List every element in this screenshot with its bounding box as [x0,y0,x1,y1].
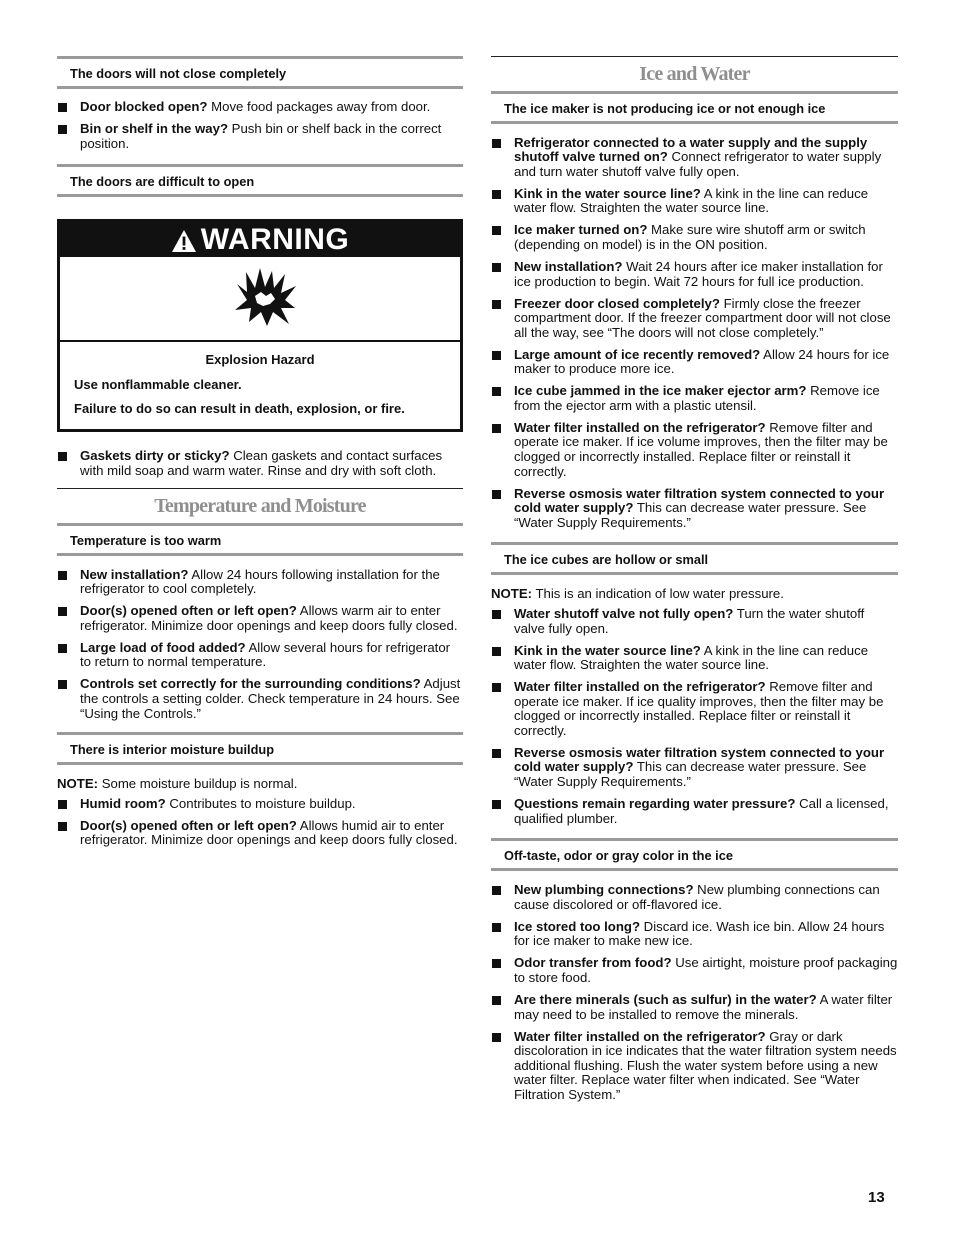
list-item-text: Firmly close the freezer compartment door. If the freezer compartment door will not close all the way, see “The doors will not close completely.” [514,295,891,340]
note-hollow: NOTE: This is an indication of low water pressure. [491,586,784,602]
list-item-lead: Bin or shelf in the way? [80,120,229,136]
list-item [491,797,898,826]
subhead-not-producing: The ice maker is not producing ice or not enough ice [491,91,898,124]
list-item-lead: Water shutoff valve not fully open? [514,605,734,621]
list-item [491,297,898,341]
left-column [57,56,463,855]
warning-line-2: Failure to do so can result in death, explosion, or fire. [74,401,405,417]
list-item-text: Call a licensed, qualified plumber. [514,796,889,826]
subhead-off-taste: Off-taste, odor or gray color in the ice [491,838,898,871]
list-item [491,920,898,949]
list-item-lead: Kink in the water source line? [514,185,701,201]
list-item-lead: Odor transfer from food? [514,955,672,971]
list-item-lead: Questions remain regarding water pressure? [514,796,796,812]
list-item-text: Allow several hours for refrigerator to return to normal temperature. [80,639,451,670]
list-item-text: Push bin or shelf back in the correct position. [80,120,442,151]
list-item-text: A water filter may need to be installed to remove the minerals. [514,991,893,1022]
list-item-text: Allows humid air to enter refrigerator. Minimize door openings and keep doors fully closed. [80,817,458,848]
list-item [491,956,898,985]
section-title-temperature: Temperature and Moisture [57,488,463,523]
list-item-lead: New installation? [514,258,623,274]
list-item [57,641,463,670]
list-item-text: Remove filter and operate ice maker. If ice quality improves, then the filter may be clogged or incorrectly installed. Replace filter or reinstall it correctly. [514,679,884,738]
list-item [491,260,898,289]
list-item [491,223,898,252]
list-item-text: A kink in the line can reduce water flow. Straighten the water source line. [514,642,869,673]
list-item-lead: Door(s) opened often or left open? [80,817,297,833]
list-item-lead: New plumbing connections? [514,882,694,898]
list-item-text: Wait 24 hours after ice maker installation for ice production to begin. Wait 72 hours for full ice production. [514,258,883,289]
list-item [491,993,898,1022]
list-item [491,384,898,413]
subhead-moisture: There is interior moisture buildup [57,732,463,765]
warning-header [60,222,460,257]
list-item-text: This can decrease water pressure. See “Water Supply Requirements.” [514,500,867,530]
list-item-lead: Large amount of ice recently removed? [514,346,761,362]
list-item-text: Connect refrigerator to water supply and turn water shutoff valve fully open. [514,149,882,179]
list-item-lead: Water filter installed on the refrigerator? [514,419,766,435]
list-item [491,1030,898,1103]
list-item-text: Contributes to moisture buildup. [165,795,356,811]
list-item [57,797,463,812]
list-item-text: This can decrease water pressure. See “Water Supply Requirements.” [514,759,867,790]
list-item-lead: Water filter installed on the refrigerator? [514,679,766,695]
list-too-warm [57,568,463,722]
list-item [57,604,463,633]
list-item-lead: Kink in the water source line? [514,642,701,658]
warning-image-area [60,257,460,342]
list-item [57,122,463,151]
list-item-lead: Gaskets dirty or sticky? [80,447,230,463]
list-item-text: Remove filter and operate ice maker. If ice volume improves, then the filter may be clogged or incorrectly installed. Replace filter or reinstall it correctly. [514,419,888,479]
list-item-text: Allow 24 hours for ice maker to produce more ice. [514,346,890,377]
list-item-text: Clean gaskets and contact surfaces with mild soap and warm water. Rinse and dry with soft cloth. [80,447,443,478]
warning-text [60,342,460,429]
list-item [491,187,898,216]
right-column [491,56,898,1110]
list-item-lead: Humid room? [80,795,166,811]
subhead-doors-close: The doors will not close completely [57,56,463,89]
list-item-lead: Freezer door closed completely? [514,295,720,311]
list-item-lead: Ice maker turned on? [514,222,648,238]
list-item [491,746,898,790]
list-doors-close [57,100,463,151]
list-item [491,883,898,912]
list-item-lead: Ice cube jammed in the ice maker ejector arm? [514,383,807,399]
list-item-lead: Reverse osmosis water filtration system connected to your cold water supply? [514,744,885,775]
note-moisture: NOTE: Some moisture buildup is normal. [57,776,298,792]
list-item-text: Make sure wire shutoff arm or switch (depending on model) is in the ON position. [514,222,866,252]
list-item-lead: Controls set correctly for the surrounding conditions? [80,676,421,692]
list-item-text: Gray or dark discoloration in ice indicates that the water filtration system needs additional flushing. Flush the water system before using a new water filter. Replace water filter when indicated. See “Water Filtration System.” [514,1028,897,1102]
list-item-text: Remove ice from the ejector arm with a plastic utensil. [514,383,880,413]
section-title-ice-water: Ice and Water [491,56,898,91]
list-item [491,680,898,738]
list-item [491,136,898,180]
list-item [57,449,463,478]
list-item [57,100,463,115]
warning-title: WARNING [200,223,350,257]
list-item-text: Discard ice. Wash ice bin. Allow 24 hours for ice maker to make new ice. [514,918,885,949]
list-item-lead: Water filter installed on the refrigerator? [514,1028,766,1044]
list-item-lead: Ice stored too long? [514,918,641,934]
list-item [491,421,898,479]
list-not-producing [491,136,898,531]
list-item-text: Allow 24 hours following installation for the refrigerator to cool completely. [80,566,440,597]
warning-hazard: Explosion Hazard [205,352,315,368]
list-item-lead: Are there minerals (such as sulfur) in the water? [514,991,817,1007]
list-item-text: A kink in the line can reduce water flow. Straighten the water source line. [514,185,869,216]
subhead-hollow: The ice cubes are hollow or small [491,542,898,575]
list-item-text: Allows warm air to enter refrigerator. Minimize door openings and keep doors fully closed. [80,603,458,633]
list-item [491,348,898,377]
warning-box [57,219,463,432]
list-off-taste [491,883,898,1102]
list-item-lead: New installation? [80,566,189,582]
list-item-text: Turn the water shutoff valve fully open. [514,605,865,636]
list-item-text: Move food packages away from door. [207,99,431,114]
list-item-text: New plumbing connections can cause discolored or off-flavored ice. [514,882,880,912]
list-item-text: Use airtight, moisture proof packaging to store food. [514,955,898,985]
list-item-lead: Door blocked open? [80,99,208,114]
list-hollow [491,607,898,826]
list-item [491,607,898,636]
list-item-lead: Refrigerator connected to a water supply and the supply shutoff valve turned on? [514,134,868,165]
subhead-doors-open: The doors are difficult to open [57,164,463,197]
list-moisture [57,797,463,848]
list-item [57,819,463,848]
page-number: 13 [868,1189,885,1206]
list-item [57,677,463,721]
subhead-too-warm: Temperature is too warm [57,523,463,556]
warning-line-1: Use nonflammable cleaner. [74,376,242,392]
list-item [491,644,898,673]
list-item-lead: Door(s) opened often or left open? [80,603,297,619]
list-item-lead: Reverse osmosis water filtration system connected to your cold water supply? [514,485,885,516]
list-item-lead: Large load of food added? [80,639,246,655]
list-gaskets [57,449,463,478]
explosion-icon [233,266,299,328]
list-item-text: Adjust the controls a setting colder. Check temperature in 24 hours. See “Using the Controls.” [80,676,461,721]
list-item [491,487,898,531]
list-item [57,568,463,597]
